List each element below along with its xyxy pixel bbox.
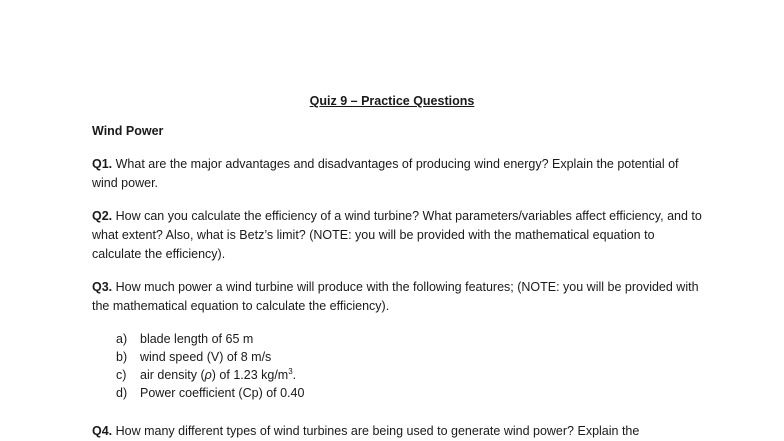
list-item — [116, 384, 304, 402]
feature-list — [116, 330, 304, 402]
list-item-text: wind speed (V) of 8 m/s — [140, 350, 272, 364]
list-item — [116, 348, 304, 366]
list-marker: c) — [116, 368, 127, 382]
list-item-text-mid: ) of 1.23 kg/m — [211, 368, 289, 382]
question-2-label: Q2. — [92, 209, 113, 223]
rho-symbol: ρ — [204, 368, 212, 382]
list-item — [116, 330, 304, 348]
list-item-text-before: air density ( — [140, 368, 205, 382]
question-3-label: Q3. — [92, 280, 113, 294]
document-title: Quiz 9 – Practice Questions — [309, 94, 475, 108]
list-item-text: Power coefficient (Cp) of 0.40 — [140, 386, 305, 400]
question-1-label: Q1. — [92, 157, 113, 171]
question-1-text: What are the major advantages and disadvantages of producing wind energy? Explain the potential of wind power. — [92, 157, 679, 190]
question-1 — [92, 155, 702, 193]
list-marker: d) — [116, 386, 128, 400]
question-2-text: How can you calculate the efficiency of a wind turbine? What parameters/variables affect efficiency, and to what extent? Also, what is Betz’s limit? (NOTE: you will be provided with the mathematical equation to calculate the efficiency). — [92, 209, 702, 261]
list-marker: b) — [116, 350, 128, 364]
question-3-text: How much power a wind turbine will produce with the following features; (NOTE: you will be provided with the mathematical equation to calculate the efficiency). — [92, 280, 699, 313]
question-3 — [92, 278, 702, 316]
question-2 — [92, 207, 702, 264]
list-item-text-after: . — [292, 368, 297, 382]
question-4 — [92, 422, 702, 441]
list-item-text: blade length of 65 m — [140, 332, 254, 346]
question-4-text: How many different types of wind turbines are being used to generate wind power? Explain the — [112, 424, 640, 438]
superscript: 3 — [288, 366, 293, 376]
list-item — [116, 366, 304, 384]
list-marker: a) — [116, 332, 128, 346]
question-4-label: Q4. — [92, 424, 113, 438]
section-heading: Wind Power — [92, 124, 164, 138]
